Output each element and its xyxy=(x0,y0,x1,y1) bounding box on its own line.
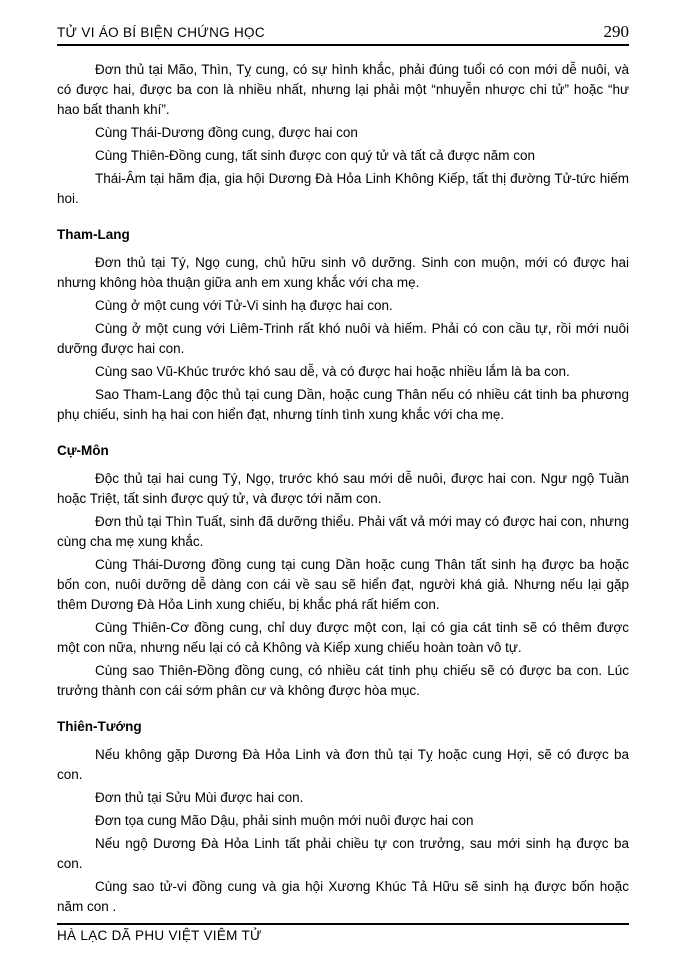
paragraph: Đơn thủ tại Sửu Mùi được hai con. xyxy=(95,790,304,805)
paragraph: Cùng ở một cung với Liêm-Trinh rất khó nuôi và hiếm. Phải có con cầu tự, rồi mới nuôi dưỡng được hai con. xyxy=(57,321,629,356)
section-heading-cu-mon: Cự-Môn xyxy=(57,443,109,458)
paragraph: Cùng ở một cung với Tử-Vi sinh hạ được hai con. xyxy=(95,298,393,313)
paragraph: Nếu không gặp Dương Đà Hỏa Linh và đơn thủ tại Tỵ hoặc cung Hợi, sẽ có được ba con. xyxy=(57,747,629,782)
page-number: 290 xyxy=(603,22,629,41)
section-cu-mon xyxy=(57,441,629,701)
page-footer xyxy=(57,923,629,943)
paragraph: Sao Tham-Lang độc thủ tại cung Dần, hoặc cung Thân nếu có nhiều cát tinh ba phương phụ chiếu, sinh hạ hai con hiển đạt, nhưng tính tình xung khắc với cha mẹ. xyxy=(57,387,629,422)
paragraph: Cùng sao tử-vi đồng cung và gia hội Xương Khúc Tả Hữu sẽ sinh hạ được bốn hoặc năm con . xyxy=(57,879,629,914)
section-heading-thien-tuong: Thiên-Tướng xyxy=(57,719,142,734)
paragraph: Cùng sao Vũ-Khúc trước khó sau dễ, và có được hai hoặc nhiều lắm là ba con. xyxy=(95,364,570,379)
page-header xyxy=(57,23,629,46)
section-heading-tham-lang: Tham-Lang xyxy=(57,227,130,242)
paragraph: Đơn tọa cung Mão Dậu, phải sinh muộn mới nuôi được hai con xyxy=(95,813,474,828)
page-content xyxy=(57,60,629,920)
paragraph: Thái-Âm tại hãm địa, gia hội Dương Đà Hỏa Linh Không Kiếp, tất thị đường Tử-tức hiếm hoi. xyxy=(57,171,629,206)
section-tham-lang xyxy=(57,225,629,425)
paragraph: Đơn thủ tại Tý, Ngọ cung, chủ hữu sinh vô dưỡng. Sinh con muộn, mới có được hai nhưng không hòa thuận giữa anh em xung khắc với cha mẹ. xyxy=(57,255,629,290)
paragraph: Cùng Thái-Dương đồng cung tại cung Dần hoặc cung Thân tất sinh hạ được ba hoặc bốn con, nuôi dưỡng dễ dàng con cái về sau sẽ hiển đạt, người khá giả. Nhưng nếu lại gặp thêm Dương Đà Hỏa Linh xung chiếu, bị khắc phá rất hiếm con. xyxy=(57,557,629,612)
footer-author-line: HÀ LẠC DÃ PHU VIỆT VIÊM TỬ xyxy=(57,928,262,943)
running-title: TỬ VI ÁO BÍ BIỆN CHỨNG HỌC xyxy=(57,25,265,40)
section-thien-tuong xyxy=(57,717,629,917)
paragraph: Nếu ngộ Dương Đà Hỏa Linh tất phải chiều tự con trưởng, sau mới sinh hạ được ba con. xyxy=(57,836,629,871)
paragraph: Đơn thủ tại Thìn Tuất, sinh đã dưỡng thiểu. Phải vất vả mới may có được hai con, nhưng cùng cha mẹ xung khắc. xyxy=(57,514,629,549)
paragraph: Cùng Thiên-Cơ đồng cung, chỉ duy được một con, lại có gia cát tinh sẽ có thêm được một con nữa, nhưng nếu lại có cả Không và Kiếp xung chiếu hoàn toàn vô tự. xyxy=(57,620,629,655)
paragraph: Cùng sao Thiên-Đồng đồng cung, có nhiều cát tinh phụ chiếu sẽ có được ba con. Lúc trưởng thành con cái sớm phân cư và không được hòa mục. xyxy=(57,663,629,698)
paragraph: Cùng Thái-Dương đồng cung, được hai con xyxy=(95,125,358,140)
paragraph: Độc thủ tại hai cung Tý, Ngọ, trước khó sau mới dễ nuôi, được hai con. Ngư ngộ Tuần hoặc Triệt, tất sinh được quý tử, và được tới năm con. xyxy=(57,471,629,506)
paragraph: Cùng Thiên-Đồng cung, tất sinh được con quý tử và tất cả được năm con xyxy=(95,148,536,163)
paragraph: Đơn thủ tại Mão, Thìn, Tỵ cung, có sự hình khắc, phải đúng tuổi có con mới dễ nuôi, và có được hai, được ba con là nhiều nhất, nhưng lại phải một “nhuyễn nhược chi tử” hoặc “hư hao bất thanh khí”. xyxy=(57,62,629,117)
section-intro xyxy=(57,60,629,209)
